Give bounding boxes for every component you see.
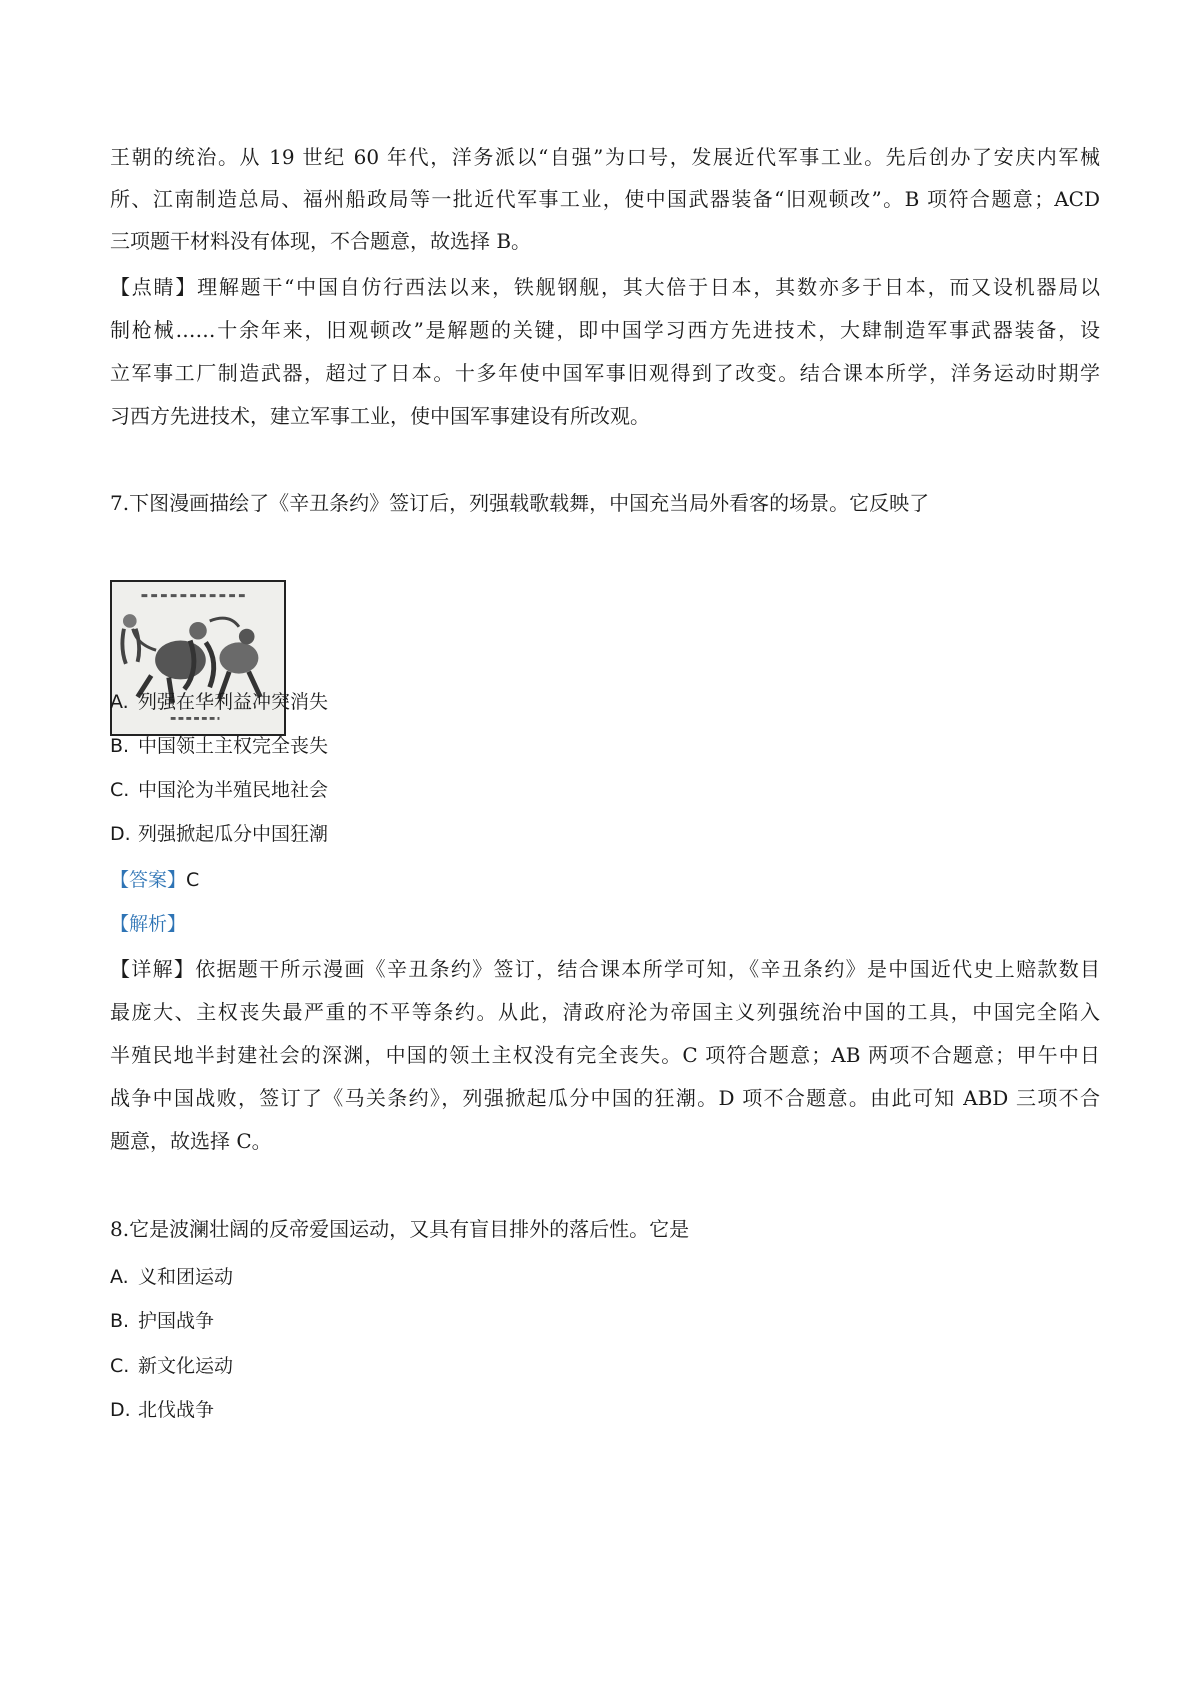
intro-line-1: 王朝的统治。从 19 世纪 60 年代，洋务派以“自强”为口号，发展近代军事工业。先后创办了安庆内军械: [110, 145, 1100, 169]
option-letter: B.: [110, 735, 130, 757]
option-text: 列强在华利益冲突消失: [138, 691, 329, 713]
q7-option-b: [110, 731, 1100, 761]
q7-detail-line-3: 半殖民地半封建社会的深渊，中国的领土主权没有完全丧失。C 项符合题意；AB 两项不合题意；甲午中日: [110, 1043, 1100, 1067]
q7-option-d: [110, 819, 1100, 849]
q8-stem: 8.它是波澜壮阔的反帝爱国运动，又具有盲目排外的落后性。它是: [110, 1217, 690, 1241]
option-text: 中国领土主权完全丧失: [138, 735, 329, 757]
q7-option-a: [110, 687, 1100, 717]
answer-label: 【答案】: [110, 869, 187, 891]
option-text: 护国战争: [138, 1310, 215, 1332]
q7-stem: 7.下图漫画描绘了《辛丑条约》签订后，列强载歌载舞，中国充当局外看客的场景。它反映了: [110, 491, 930, 515]
q8-option-d: [110, 1395, 1100, 1425]
option-letter: A.: [110, 691, 129, 713]
q7-answer: [110, 864, 1100, 895]
intro-line-2: 所、江南制造总局、福州船政局等一批近代军事工业，使中国武器装备“旧观顿改”。B 项符合题意；ACD: [110, 187, 1100, 211]
option-text: 义和团运动: [138, 1266, 234, 1288]
q8-option-c: [110, 1351, 1100, 1381]
dianjing-line-3: 立军事工厂制造武器，超过了日本。十多年使中国军事旧观得到了改变。结合课本所学，洋务运动时期学: [110, 361, 1100, 385]
option-text: 列强掀起瓜分中国狂潮: [138, 823, 329, 845]
dianjing-line-4: 习西方先进技术，建立军事工业，使中国军事建设有所改观。: [110, 404, 650, 428]
q8-option-b: [110, 1306, 1100, 1336]
option-letter: B.: [110, 1310, 130, 1332]
option-text: 北伐战争: [138, 1399, 215, 1421]
q7-detail-line-2: 最庞大、主权丧失最严重的不平等条约。从此，清政府沦为帝国主义列强统治中国的工具，中国完全陷入: [110, 1000, 1100, 1024]
option-letter: D.: [110, 1399, 131, 1421]
intro-line-3: 三项题干材料没有体现，不合题意，故选择 B。: [110, 229, 532, 253]
option-letter: A.: [110, 1266, 129, 1288]
option-letter: C.: [110, 1355, 130, 1377]
option-text: 新文化运动: [138, 1355, 234, 1377]
q7-detail-line-1: 【详解】依据题干所示漫画《辛丑条约》签订，结合课本所学可知，《辛丑条约》是中国近代史上赔款数目: [110, 957, 1100, 981]
dianjing-line-1: 【点睛】理解题干“中国自仿行西法以来，铁舰钢舰，其大倍于日本，其数亦多于日本，而又设机器局以: [110, 275, 1100, 299]
answer-value: C: [186, 869, 200, 891]
option-letter: C.: [110, 779, 130, 801]
q7-option-c: [110, 775, 1100, 805]
q7-detail-line-4: 战争中国战败，签订了《马关条约》，列强掀起瓜分中国的狂潮。D 项不合题意。由此可知 ABD 三项不合: [110, 1086, 1100, 1110]
option-text: 中国沦为半殖民地社会: [138, 779, 329, 801]
q8-option-a: [110, 1262, 1100, 1292]
analysis-label: 【解析】: [110, 913, 187, 935]
q7-detail-line-5: 题意，故选择 C。: [110, 1129, 272, 1153]
q7-analysis-label: [110, 908, 1100, 939]
option-letter: D.: [110, 823, 131, 845]
dianjing-line-2: 制枪械……十余年来，旧观顿改”是解题的关键，即中国学习西方先进技术，大肆制造军事武器装备，设: [110, 318, 1100, 342]
